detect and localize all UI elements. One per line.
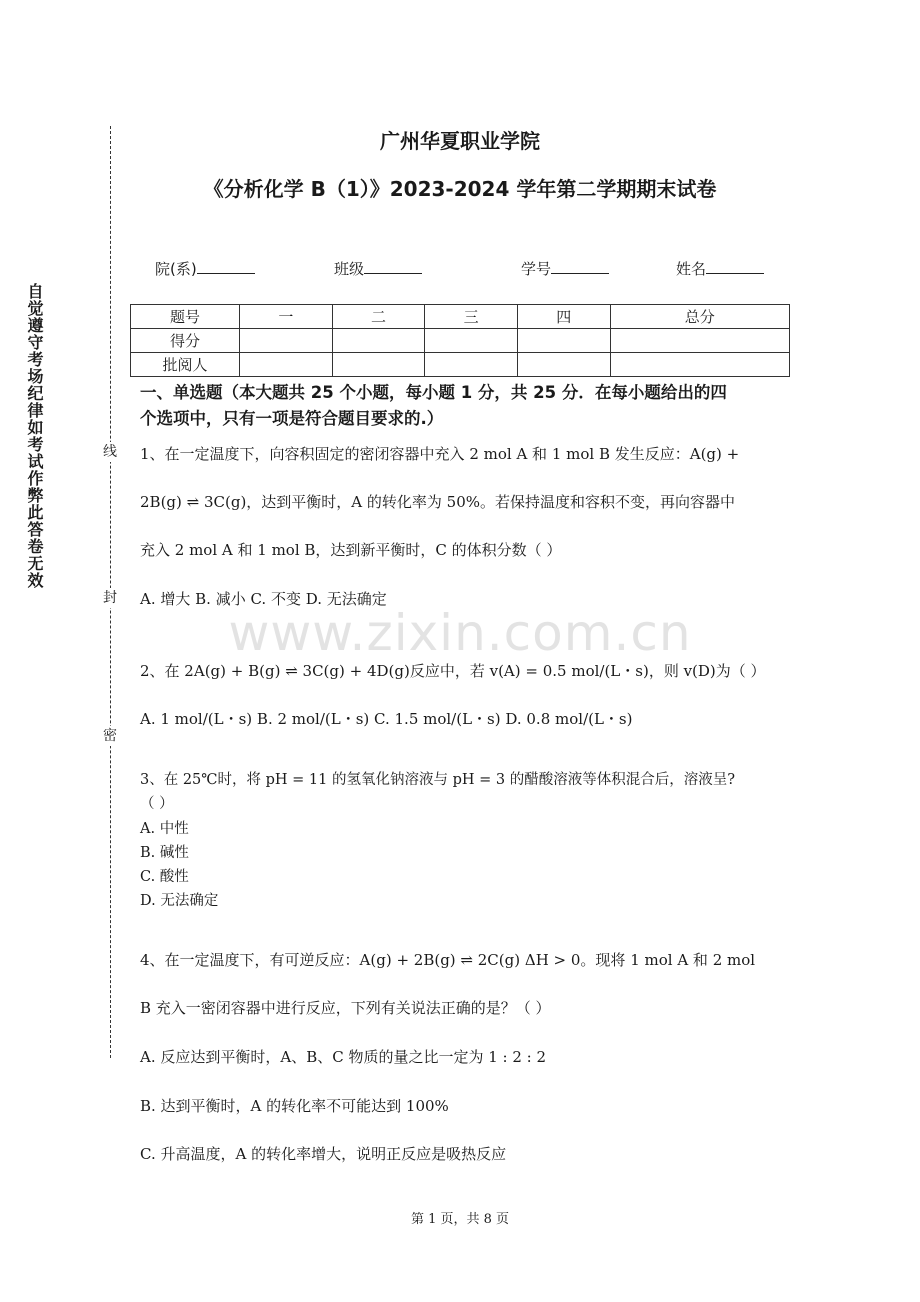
header-cell: 一 bbox=[240, 305, 333, 329]
exam-title: 《分析化学 B（1）》2023-2024 学年第二学期期末试卷 bbox=[203, 177, 717, 201]
q1-options: A. 增大 B. 减小 C. 不变 D. 无法确定 bbox=[140, 590, 387, 608]
header-cell: 总分 bbox=[610, 305, 789, 329]
student-id-label: 学号 bbox=[521, 260, 552, 278]
class-field bbox=[334, 258, 422, 279]
header-cell: 四 bbox=[517, 305, 610, 329]
q3-stem-line1: 3、在 25℃时，将 pH = 11 的氢氧化钠溶液与 pH = 3 的醋酸溶液等体积混合后，溶液呈? bbox=[140, 772, 735, 788]
q3-option-a: A. 中性 bbox=[140, 821, 189, 837]
binding-mark-mi: 密 bbox=[103, 728, 117, 744]
q4-stem-line2: B 充入一密闭容器中进行反应，下列有关说法正确的是？（ ） bbox=[140, 999, 551, 1017]
student-id-field bbox=[521, 258, 609, 279]
header-cell: 三 bbox=[425, 305, 518, 329]
score-cell[interactable] bbox=[517, 329, 610, 353]
score-cell[interactable] bbox=[332, 329, 425, 353]
q3-stem-line2: （ ） bbox=[140, 796, 174, 812]
section-heading bbox=[140, 380, 800, 432]
name-field bbox=[676, 258, 764, 279]
school-title: 广州华夏职业学院 bbox=[380, 129, 540, 153]
grader-cell[interactable] bbox=[240, 353, 333, 377]
dept-field bbox=[155, 258, 255, 279]
section-heading-line1: 一、单选题（本大题共 25 个小题，每小题 1 分，共 25 分．在每小题给出的四 bbox=[140, 383, 727, 402]
grader-cell[interactable] bbox=[332, 353, 425, 377]
q4-option-c: C. 升高温度，A 的转化率增大，说明正反应是吸热反应 bbox=[140, 1145, 507, 1163]
score-cell[interactable] bbox=[425, 329, 518, 353]
grader-cell[interactable] bbox=[610, 353, 789, 377]
dept-label: 院(系) bbox=[155, 260, 197, 278]
class-blank[interactable] bbox=[364, 259, 422, 274]
score-table bbox=[130, 304, 790, 377]
q3-option-c: C. 酸性 bbox=[140, 869, 189, 885]
header-cell: 题号 bbox=[131, 305, 240, 329]
student-id-blank[interactable] bbox=[551, 259, 609, 274]
dept-blank[interactable] bbox=[197, 259, 255, 274]
score-cell[interactable] bbox=[240, 329, 333, 353]
binding-mark-feng: 封 bbox=[103, 590, 117, 606]
q1-stem-line1: 1、在一定温度下，向容积固定的密闭容器中充入 2 mol A 和 1 mol B 发生反应：A(g) + bbox=[140, 445, 740, 463]
q3-option-d: D. 无法确定 bbox=[140, 893, 219, 909]
q4-option-b: B. 达到平衡时，A 的转化率不可能达到 100% bbox=[140, 1097, 449, 1115]
class-label: 班级 bbox=[334, 260, 365, 278]
binding-mark-xian: 线 bbox=[103, 444, 117, 460]
grader-cell[interactable] bbox=[517, 353, 610, 377]
section-heading-line2: 个选项中，只有一项是符合题目要求的.） bbox=[140, 409, 444, 428]
q4-stem-line1: 4、在一定温度下，有可逆反应：A(g) + 2B(g) ⇌ 2C(g) ΔH > 0。现将 1 mol A 和 2 mol bbox=[140, 951, 756, 969]
q3-option-b: B. 碱性 bbox=[140, 845, 189, 861]
watermark: www.zixin.com.cn bbox=[228, 604, 692, 662]
grader-cell[interactable] bbox=[425, 353, 518, 377]
q1-stem-line3: 充入 2 mol A 和 1 mol B，达到新平衡时，C 的体积分数（ ） bbox=[140, 541, 562, 559]
grader-row bbox=[131, 353, 790, 377]
q1-stem-line2: 2B(g) ⇌ 3C(g)，达到平衡时，A 的转化率为 50%。若保持温度和容积不变，再向容器中 bbox=[140, 493, 736, 511]
score-row bbox=[131, 329, 790, 353]
score-cell[interactable] bbox=[610, 329, 789, 353]
page-footer: 第 1 页，共 8 页 bbox=[410, 1212, 510, 1227]
row-label: 批阅人 bbox=[131, 353, 240, 377]
score-table-header-row bbox=[131, 305, 790, 329]
q2-stem: 2、在 2A(g) + B(g) ⇌ 3C(g) + 4D(g)反应中，若 v(A) = 0.5 mol/(L・s)，则 v(D)为（ ） bbox=[140, 662, 766, 680]
q2-options: A. 1 mol/(L・s) B. 2 mol/(L・s) C. 1.5 mol/(L・s) D. 0.8 mol/(L・s) bbox=[140, 710, 633, 728]
q4-option-a: A. 反应达到平衡时，A、B、C 物质的量之比一定为 1 : 2 : 2 bbox=[140, 1048, 547, 1066]
name-label: 姓名 bbox=[676, 260, 707, 278]
header-cell: 二 bbox=[332, 305, 425, 329]
row-label: 得分 bbox=[131, 329, 240, 353]
exam-discipline-notice: 自觉遵守考场纪律如考试作弊此答卷无效 bbox=[25, 283, 44, 589]
name-blank[interactable] bbox=[706, 259, 764, 274]
